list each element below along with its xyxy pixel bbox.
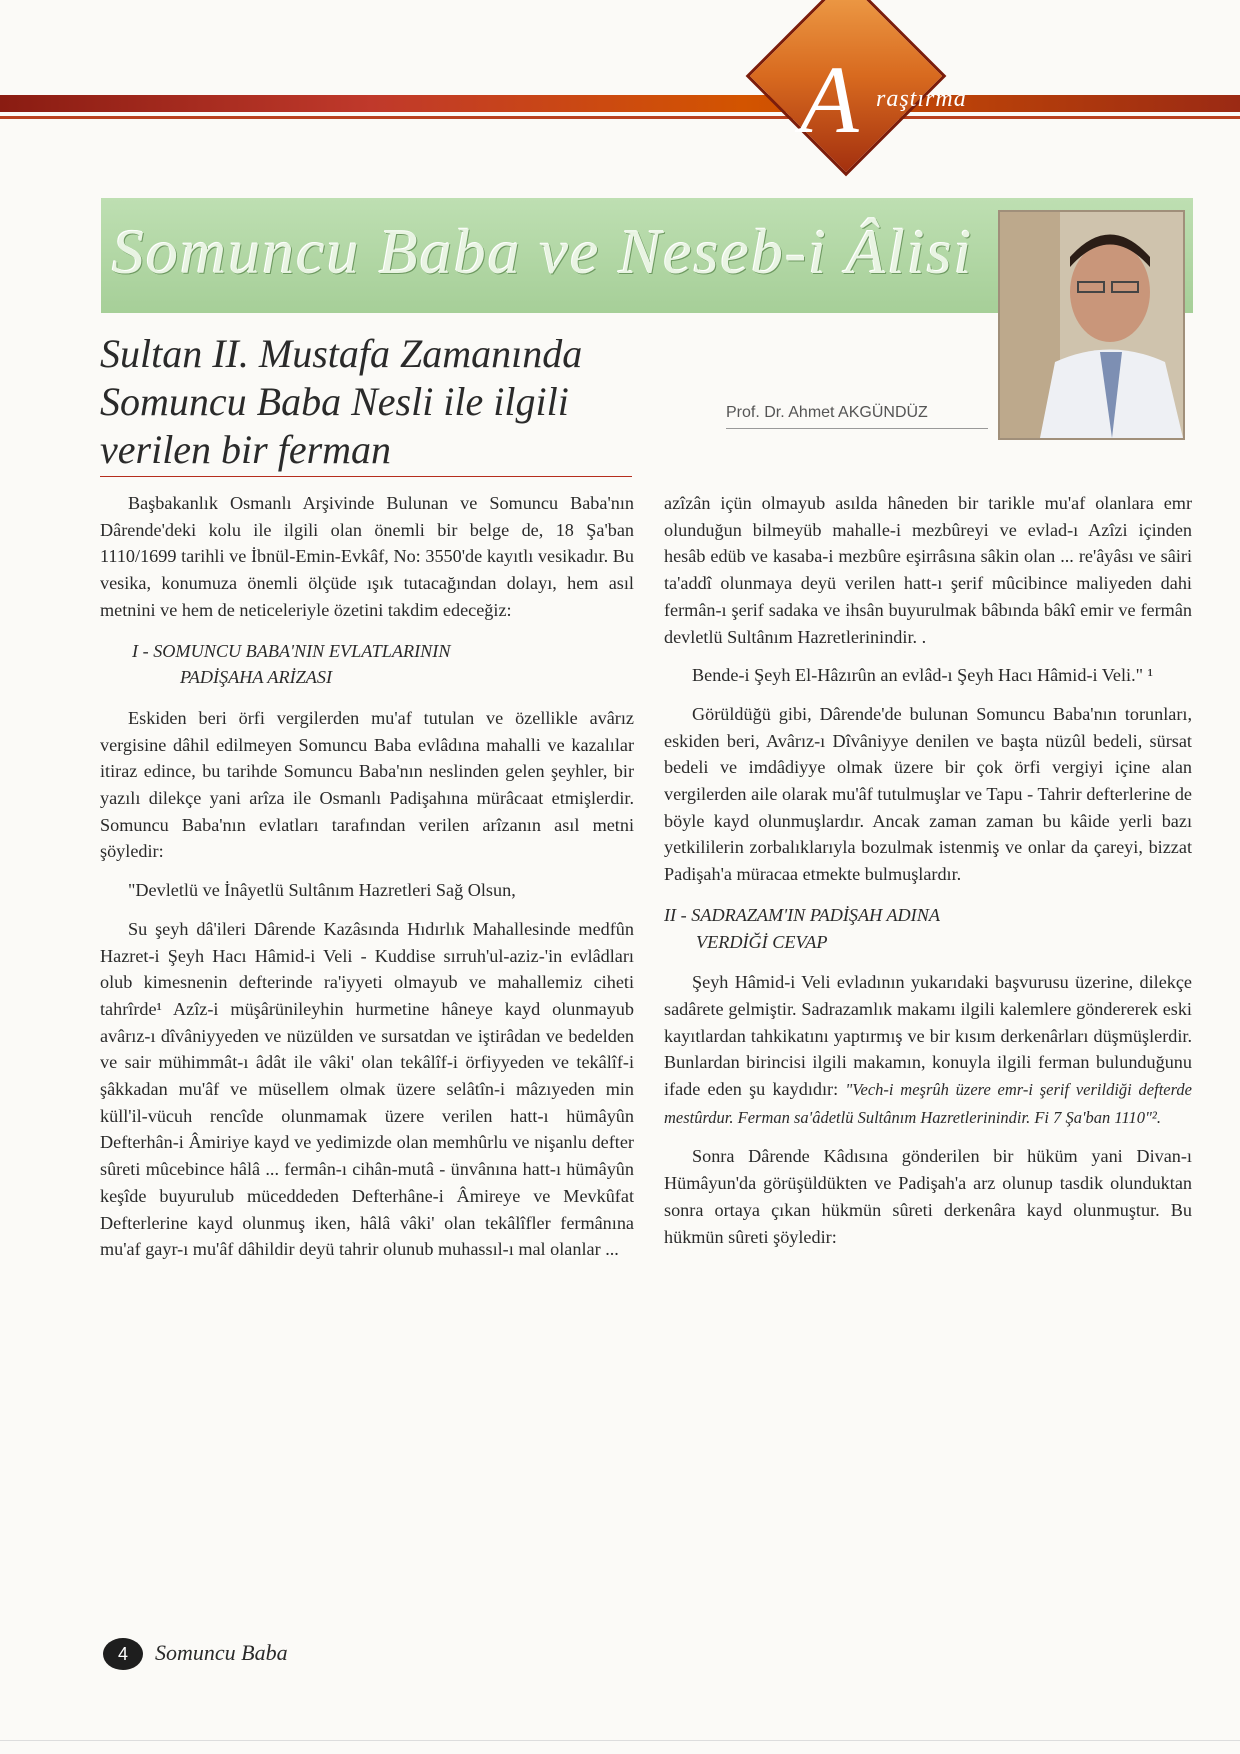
- section-heading-2: [664, 902, 1192, 955]
- page-number: 4: [103, 1638, 143, 1670]
- text-column-right: [664, 490, 1192, 1262]
- section-heading-1-line2: PADİŞAHA ARİZASI: [180, 667, 333, 688]
- section-heading-2-line1: II - SADRAZAM'IN PADİŞAH ADINA: [664, 904, 940, 925]
- bottom-rule: [0, 1740, 1240, 1741]
- quote-paragraph: Su şeyh dâ'ileri Dârende Kazâsında Hıdırlık Mahallesinde medfûn Hazret-i Şeyh Hacı Hâmid-i Veli - Kuddise sırruh'ul-aziz-'in evlâdları olub kimesnenin defterinde ra'iyyeti olmayub ve mahallemiz ciheti tahrîrde¹ Azîz-i müşârünileyhin hurmetine hâneye kayd olunmayub avârız-ı dîvâniyyeden ve nüzülden ve sursatdan ve iştirâdan ve bedelden ve sair mühimmât-ı âdât ile vâki' olan tekâlîf-i örfiyyeden ve tekâlîf-i şâkkadan mu'âf ve müsellem olmak üzere selâtîn-i mâzıyeden min küll'il-vücuh rencîde olunmamak üzere verilen hatt-ı hümâyûn Defterhân-i Âmiriye kayd ve yedimizde olan memhûrlu ve nişanlu defter sûreti mûcebince hâlâ ... fermân-ı cihân-mutâ - ünvânına hatt-ı hümâyûn keşîde buyurulub müceddeden Defterhâne-i Âmireye ve Mevkûfat Defterlerine kayd olunmuş iken, hâlâ vâki' olan tekâlîfler fermânına mu'af gayr-ı mu'âf dâhildir deyü tahrir olunub muhassıl-ı mal olanlar ...: [100, 918, 634, 1260]
- quote-signature: Bende-i Şeyh El-Hâzırûn an evlâd-ı Şeyh Hacı Hâmid-i Veli." ¹: [692, 665, 1154, 686]
- section-heading-1-line1: I - SOMUNCU BABA'NIN EVLATLARININ: [132, 640, 451, 661]
- magazine-name: Somuncu Baba: [155, 1640, 288, 1665]
- section-heading-2-line2: VERDİĞİ CEVAP: [696, 931, 828, 952]
- author-photo: [998, 210, 1185, 440]
- body-paragraph: [664, 969, 1192, 1131]
- section-heading-1: [100, 638, 634, 691]
- author-name: Prof. Dr. Ahmet AKGÜNDÜZ: [726, 404, 928, 421]
- body-paragraph: Sonra Dârende Kâdısına gönderilen bir hüküm yani Divan-ı Hümâyun'da görüşüldükten ve Padişah'a arz olunup tasdik olunduktan sonra ortaya çıkan hükmün sûreti derkenâra kayd olunmuştur. Bu hükmün sûreti şöyledir:: [664, 1146, 1192, 1247]
- article-title: Somuncu Baba ve Neseb-i Âlisi: [112, 216, 974, 287]
- quote-salutation: "Devletlü ve İnâyetlü Sultânım Hazretleri Sağ Olsun,: [128, 880, 516, 901]
- section-label: raştırma: [876, 86, 967, 112]
- section-initial: A: [800, 46, 859, 153]
- text-column-left: [100, 490, 634, 1275]
- header-color-band: [0, 95, 1240, 112]
- body-paragraph: Görüldüğü gibi, Dârende'de bulunan Somuncu Baba'nın torunları, eskiden beri, Avârız-ı Dîvâniyye denilen ve başta nüzûl bedeli, sürsat bedeli ve imdâdiyye olmak üzere bir çok örfi vergiyi içine alan vergilerden aile olarak mu'âf tutulmuşlar ve Tapu - Tahrir defterlerine de böyle kayd olunmuşlardır. Ancak zaman zaman bu kâide yerli bazı yetkililerin zorbalıklarıyla bozulmak istenmiş ve onlar da çareyi, bizzat Padişah'a müracaa etmekte bulmuşlardır.: [664, 703, 1192, 885]
- ferman-quote: "Vech-i meşrûh üzere emr-i şerif verildiği defterde mestûrdur. Ferman sa'âdetlü Sultânım Hazretlerinindir. Fi 7 Şa'ban 1110"².: [664, 1080, 1192, 1127]
- article-subtitle: Sultan II. Mustafa Zamanında Somuncu Baba Nesli ile ilgili verilen bir ferman: [100, 331, 583, 472]
- author-rule: [726, 428, 988, 429]
- body-paragraph: Eskiden beri örfi vergilerden mu'af tutulan ve özellikle avârız vergisine dâhil edilmeyen Somuncu Baba evlâdına mahalli ve kazalılar itiraz edince, bu tarihde Somuncu Baba'nın neslinden gelen şeyhler, bir yazılı dilekçe yani arîza ile Osmanlı Padişahına mürâcaat etmişlerdir. Somuncu Baba'nın evlatları tarafından verilen arîzanın asıl metni şöyledir:: [100, 707, 634, 862]
- body-text: Şeyh Hâmid-i Veli evladının yukarıdaki başvurusu üzerine, dilekçe sadârete gelmiştir. Sadrazamlık makamı ilgili kalemlere göndererek eski kayıtlardan tahkikatını yaptırmış ve bir kısım derkenârları düşmüşlerdir. Bunlardan birincisi ilgili makamın, konuyla ilgili ferman bulunduğunu ifade eden şu kaydıdır:: [664, 972, 1192, 1100]
- subtitle-rule: [100, 476, 632, 477]
- header-rule: [0, 116, 1240, 119]
- quote-continuation: azîzân içün olmayub asılda hâneden bir tarikle mu'af olanlara emr olunduğun bilmeyüb mahalle-i mezbûreyi ve evlad-ı Azîzi içinden hesâb edüb ve kasaba-i mezbûre eşirrâsına sâkin olan ... re'âyâsı ve sâiri ta'addî olunmaya deyü verilen hatt-ı şerif mûcibince maliyeden dahi fermân-ı şerif sadaka ve ihsân buyurulmak bâbında bâkî emir ve fermân devletlü Sultânım Hazretlerinindir. .: [664, 493, 1192, 647]
- intro-paragraph: Başbakanlık Osmanlı Arşivinde Bulunan ve Somuncu Baba'nın Dârende'deki kolu ile ilgili olan önemli bir belge de, 18 Şa'ban 1110/1699 tarihli ve İbnül-Emin-Evkâf, No: 3550'de kayıtlı vesikadır. Bu vesika, konumuza önemli ölçüde ışık tutacağından dolayı, hem asıl metnini ve hem de neticeleriyle özetini takdim edeceğiz:: [100, 493, 634, 620]
